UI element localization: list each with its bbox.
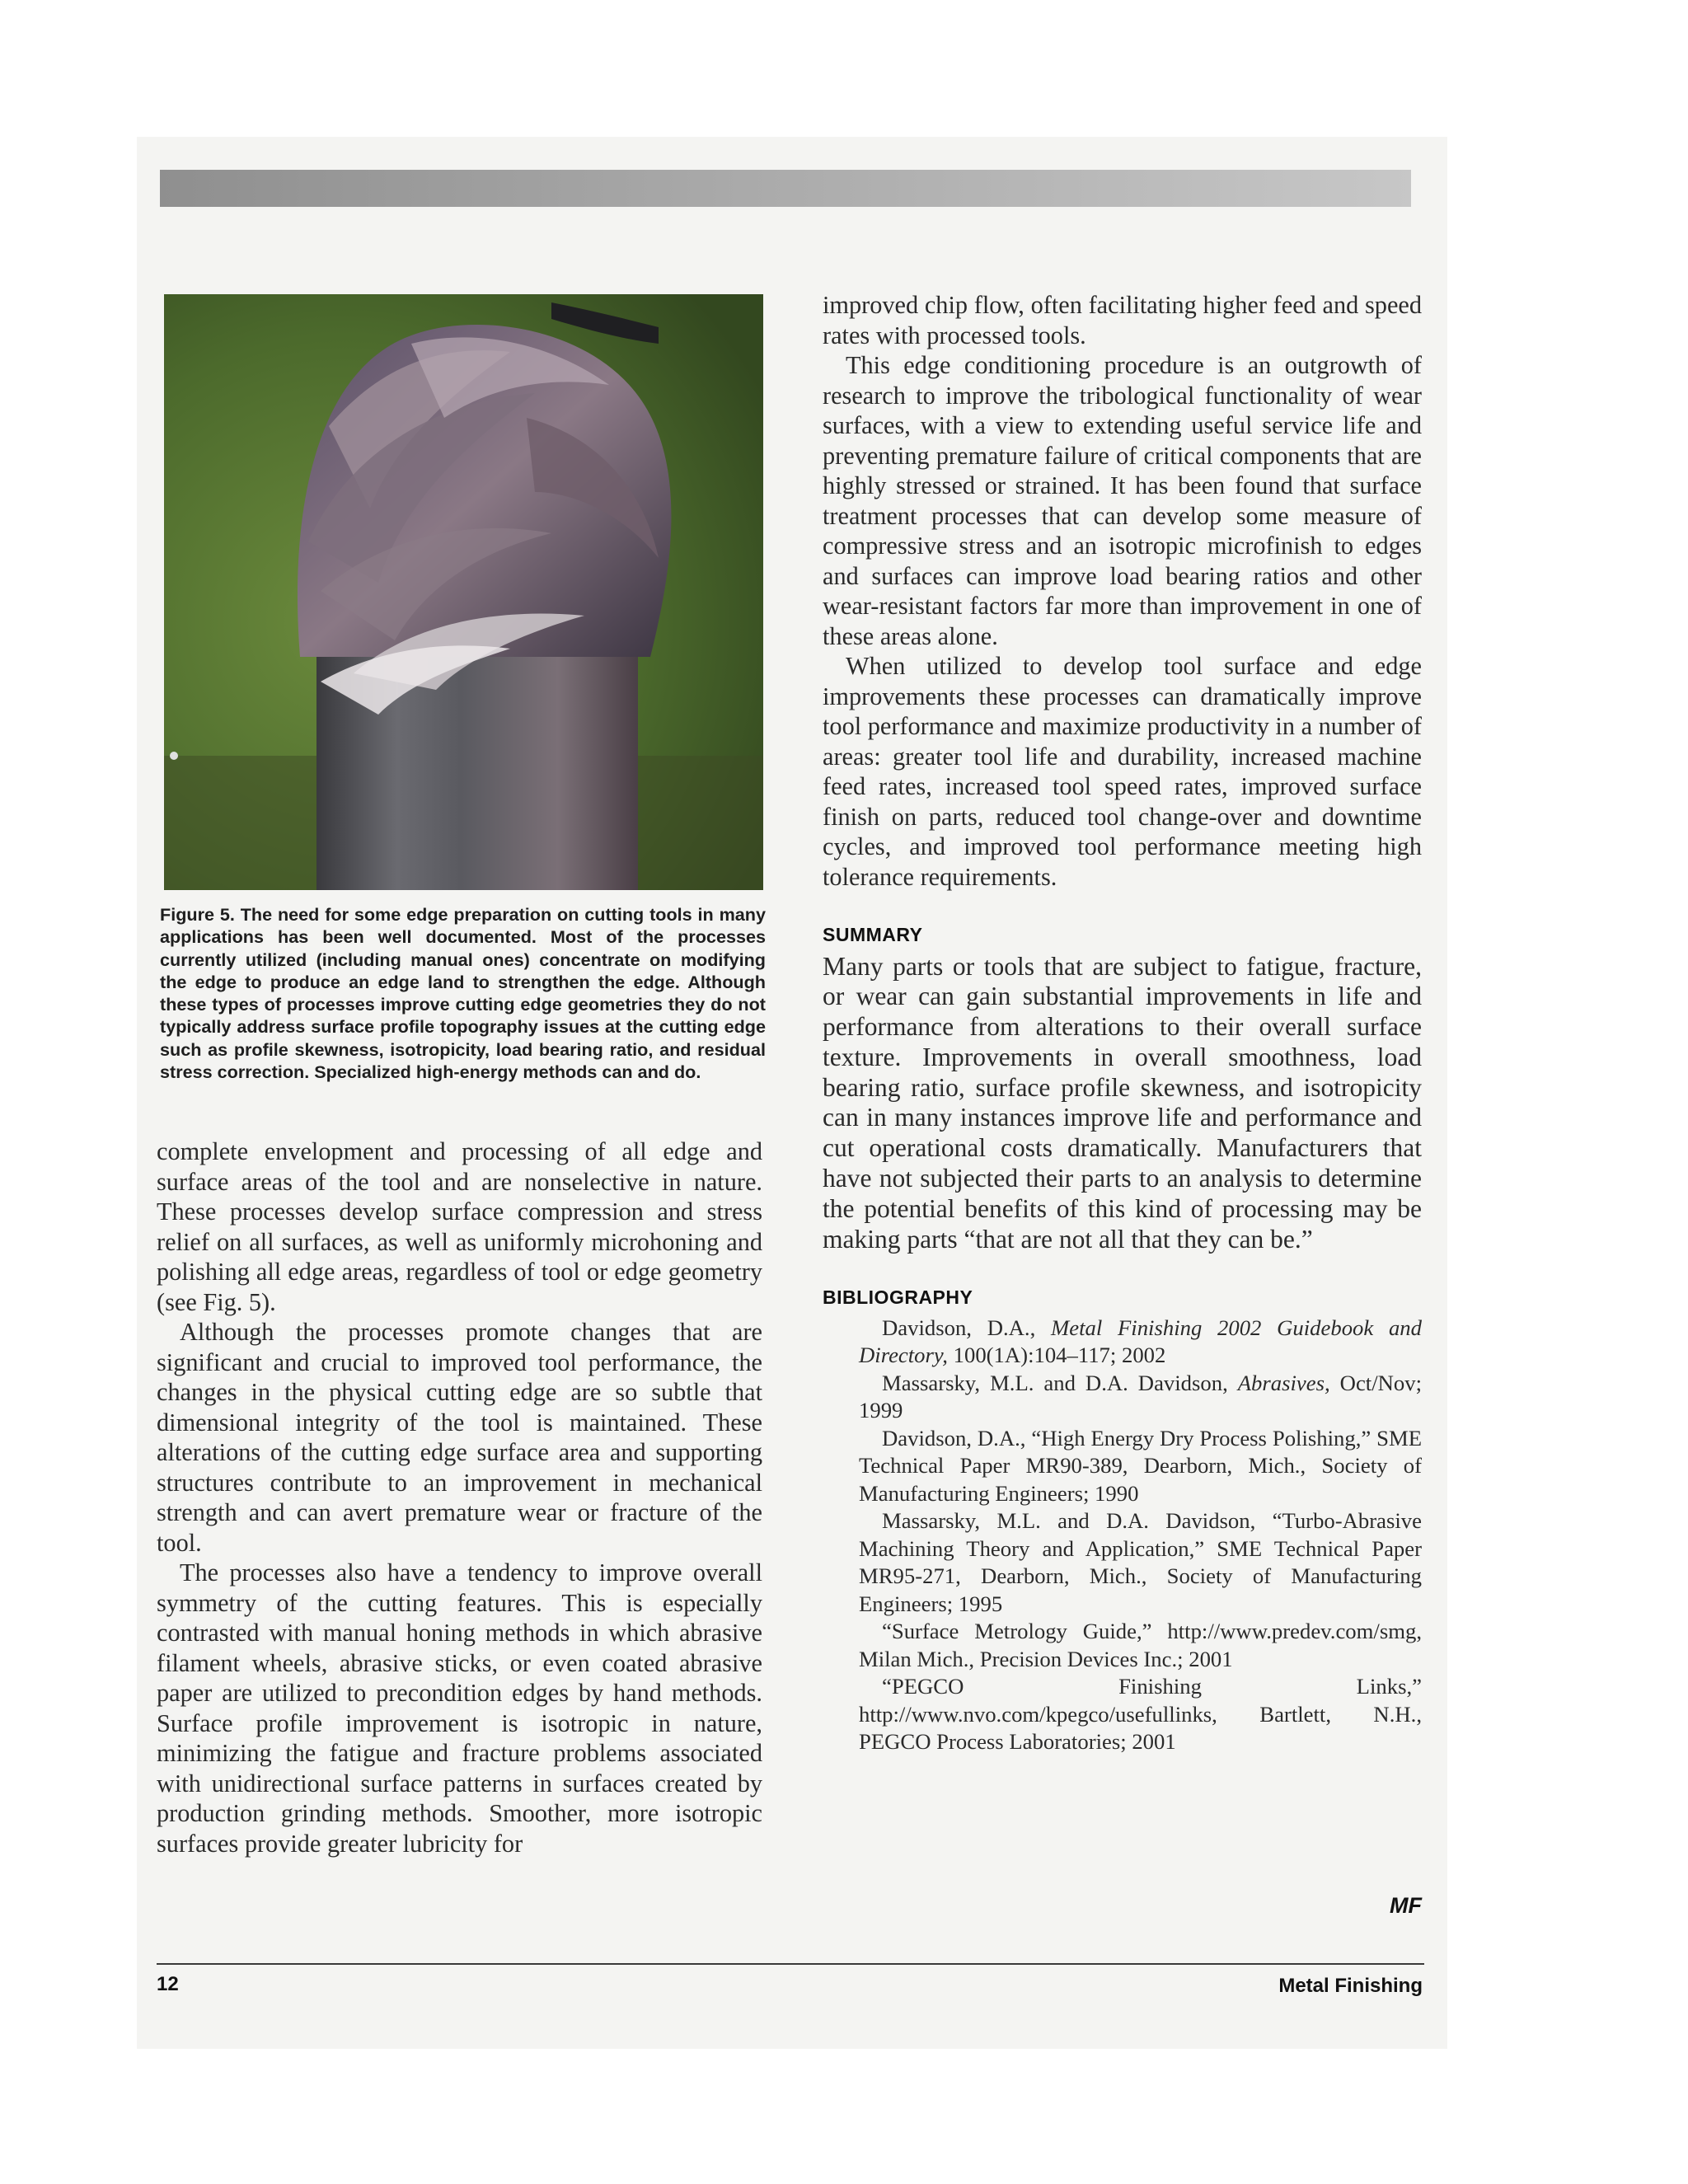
left-column bbox=[157, 1137, 762, 1858]
bibliography-heading: BIBLIOGRAPHY bbox=[823, 1286, 973, 1309]
header-bar bbox=[160, 170, 1411, 207]
figure-caption: Figure 5. The need for some edge preparation on cutting tools in many applications has been well documented. Most of the processes currently utilized (including manual ones) concentrate on modifying the edge to produce an edge land to strengthen the edge. Although these types of processes improve cutting edge geometries they do not typically address surface profile topography issues at the cutting edge such as profile skewness, isotropicity, load bearing ratio, and residual stress correction. Specialized high-energy methods can and do. bbox=[160, 904, 766, 1083]
bibliography-entry: “Surface Metrology Guide,” http://www.predev.com/smg, Milan Mich., Precision Devices Inc.; 2001 bbox=[859, 1619, 1422, 1671]
body-paragraph: When utilized to develop tool surface and edge improvements these processes can dramatically improve tool performance and maximize productivity in a number of areas: greater tool life and durability, increased machine feed rates, increased tool speed rates, improved surface finish on parts, reduced tool change-over and downtime cycles, and improved tool performance meeting high tolerance requirements. bbox=[823, 652, 1422, 891]
summary-heading: SUMMARY bbox=[823, 924, 923, 945]
footer-rule bbox=[157, 1963, 1424, 1965]
journal-name: Metal Finishing bbox=[1278, 1975, 1423, 1997]
bibliography-entry: Davidson, D.A., Metal Finishing 2002 Guidebook and Directory, 100(1A):104–117; 2002 bbox=[859, 1315, 1422, 1368]
body-paragraph: Although the processes promote changes that are significant and crucial to improved tool performance, the changes in the physical cutting edge are so subtle that dimensional integrity of the tool is maintained. These alterations of the cutting edge surface area and supporting structures contribute to an improvement in mechanical strength and can avert premature wear or fracture of the tool. bbox=[157, 1318, 762, 1557]
bibliography-entry: Massarsky, M.L. and D.A. Davidson, “Turbo-Abrasive Machining Theory and Application,” SME Technical Paper MR95-271, Dearborn, Mich., Society of Manufacturing Engineers; 1995 bbox=[859, 1508, 1422, 1616]
bibliography-entry: Massarsky, M.L. and D.A. Davidson, Abrasives, Oct/Nov; 1999 bbox=[859, 1370, 1422, 1423]
right-column bbox=[823, 290, 1422, 1756]
body-paragraph: The processes also have a tendency to improve overall symmetry of the cutting features. This is especially contrasted with manual honing methods in which abrasive filament wheels, abrasive sticks, or even coated abrasive paper are utilized to precondition edges by hand methods. Surface profile improvement is isotropic in nature, minimizing the fatigue and fracture problems associated with unidirectional surface patterns in surfaces created by production grinding methods. Smoother, more isotropic surfaces provide greater lubricity for bbox=[157, 1558, 762, 1858]
body-paragraph: improved chip flow, often facilitating higher feed and speed rates with processed tools. bbox=[823, 291, 1422, 349]
body-paragraph: complete envelopment and processing of all edge and surface areas of the tool and are nonselective in nature. These processes develop surface compression and stress relief on all surfaces, as well as uniformly microhoning and polishing all edge areas, regardless of tool or edge geometry (see Fig. 5). bbox=[157, 1137, 762, 1316]
bibliography-list bbox=[823, 1315, 1422, 1756]
bibliography-entry: Davidson, D.A., “High Energy Dry Process Polishing,” SME Technical Paper MR90-389, Dearborn, Mich., Society of Manufacturing Engineers; 1990 bbox=[859, 1425, 1422, 1506]
bibliography-entry: “PEGCO Finishing Links,” http://www.nvo.com/kpegco/usefullinks, Bartlett, N.H., PEGCO Process Laboratories; 2001 bbox=[859, 1674, 1422, 1755]
end-mark: MF bbox=[1390, 1893, 1422, 1918]
page-number: 12 bbox=[157, 1973, 179, 1995]
summary-paragraph: Many parts or tools that are subject to fatigue, fracture, or wear can gain substantial improvements in life and performance from alterations to their overall surface texture. Improvements in overall smoothness, load bearing ratio, surface profile skewness, and isotropicity can in many instances improve life and performance and cut operational costs dramatically. Manufacturers that have not subjected their parts to an analysis to determine the potential benefits of this kind of processing may be making parts “that are not all that they can be.” bbox=[823, 951, 1422, 1254]
page bbox=[137, 137, 1447, 2049]
body-paragraph: This edge conditioning procedure is an outgrowth of research to improve the tribological functionality of wear surfaces, with a view to extending useful service life and preventing premature failure of critical components that are highly stressed or strained. It has been found that surface treatment processes that can develop some measure of compressive stress and an isotropic microfinish to edges and surfaces can improve load bearing ratios and other wear-resistant factors far more than improvement in one of these areas alone. bbox=[823, 351, 1422, 650]
end-mill-illustration bbox=[164, 294, 763, 890]
figure-photo bbox=[164, 294, 763, 890]
